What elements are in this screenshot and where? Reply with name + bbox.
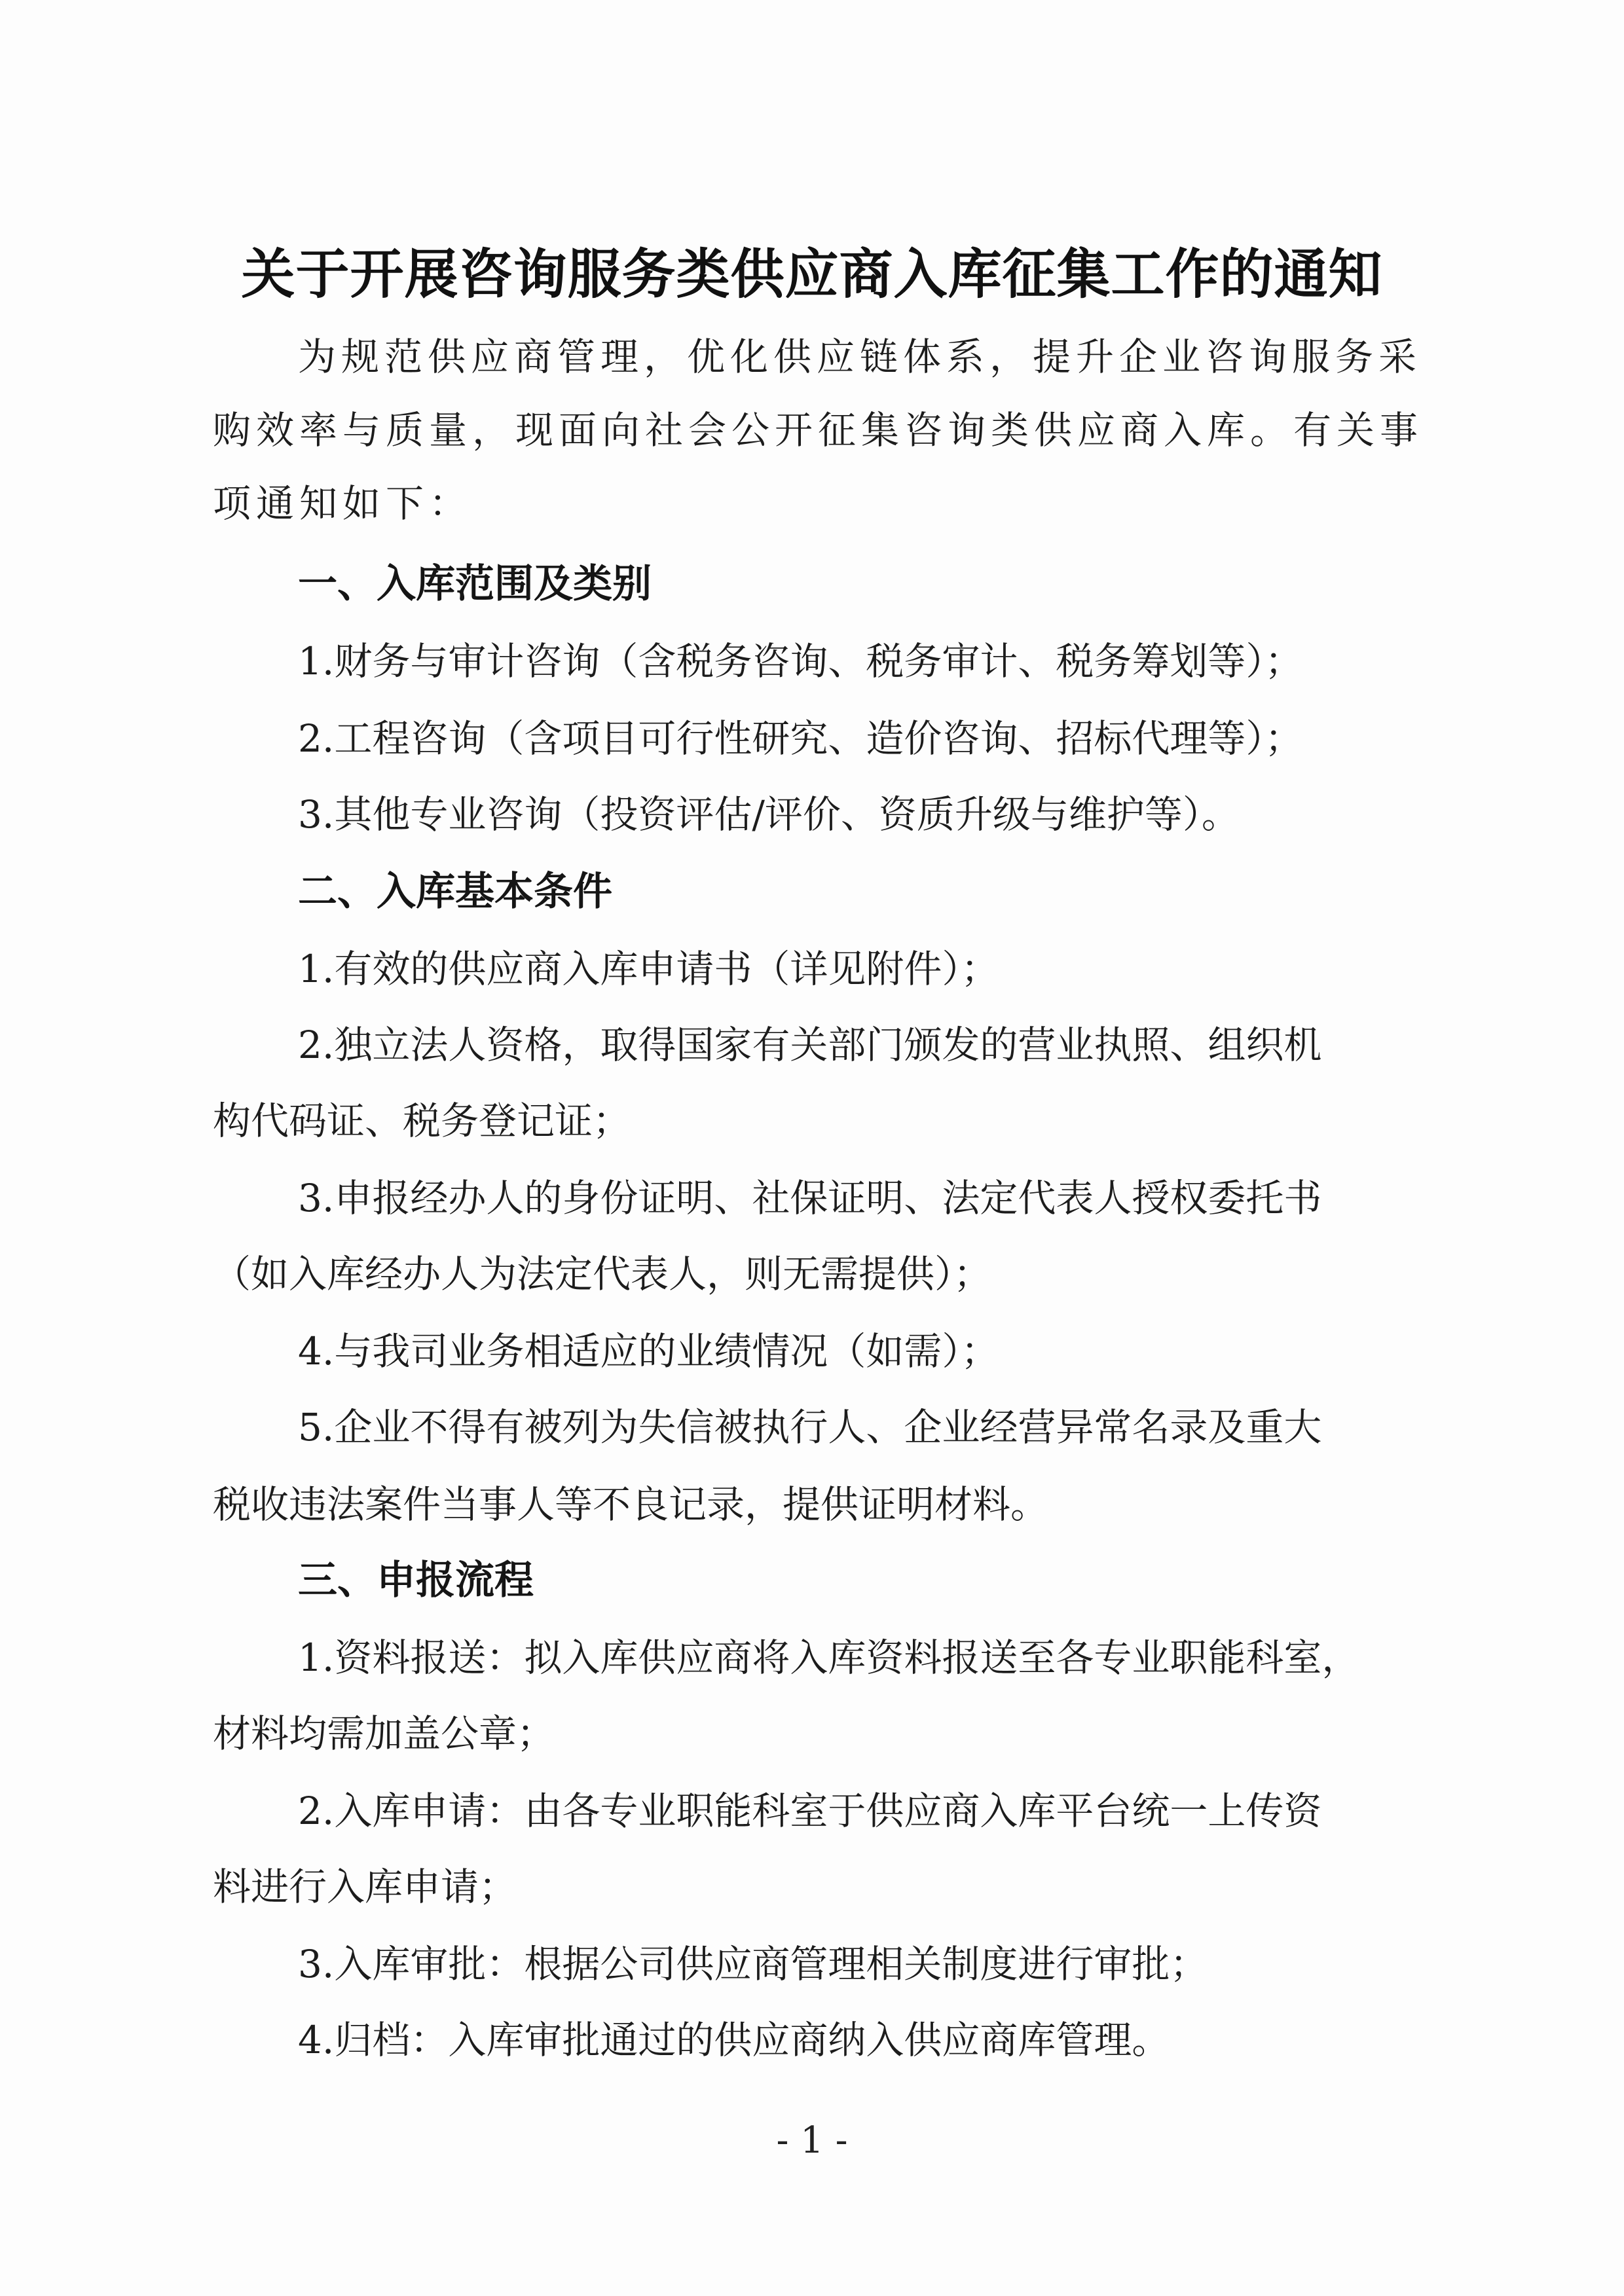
section-3-item-1-line-1: 1.资料报送：拟入库供应商将入库资料报送至各专业职能科室， [298, 1635, 1360, 1680]
section-3-heading: 三、申报流程 [298, 1558, 534, 1603]
section-1-item-2: 2.工程咨询（含项目可行性研究、造价咨询、招标代理等）； [298, 716, 1303, 761]
section-2-item-2-line-2: 构代码证、税务登记证； [213, 1099, 631, 1143]
intro-line-1: 为规范供应商管理，优化供应链体系，提升企业咨询服务采 [298, 335, 1422, 379]
section-3-item-2-line-1: 2.入库申请：由各专业职能科室于供应商入库平台统一上传资 [298, 1789, 1322, 1833]
document-title: 关于开展咨询服务类供应商入库征集工作的通知 [241, 244, 1383, 306]
section-1-heading: 一、入库范围及类别 [298, 561, 652, 607]
page-number: - 1 - [776, 2119, 848, 2162]
section-2-item-4: 4.与我司业务相适应的业绩情况（如需）； [298, 1329, 999, 1374]
section-1-item-3: 3.其他专业咨询（投资评估/评价、资质升级与维护等）。 [298, 792, 1240, 837]
section-3-item-4: 4.归档：入库审批通过的供应商纳入供应商库管理。 [298, 2018, 1170, 2062]
section-2-item-3-line-2: （如入库经办人为法定代表人，则无需提供）； [213, 1252, 992, 1296]
section-2-item-1: 1.有效的供应商入库申请书（详见附件）； [298, 947, 999, 991]
section-1-item-1: 1.财务与审计咨询（含税务咨询、税务审计、税务筹划等）； [298, 639, 1303, 683]
section-3-item-2-line-2: 料进行入库申请； [213, 1865, 517, 1909]
section-2-item-3-line-1: 3.申报经办人的身份证明、社保证明、法定代表人授权委托书 [298, 1176, 1322, 1220]
intro-line-3: 项通知如下： [213, 481, 473, 526]
intro-line-2: 购效率与质量，现面向社会公开征集咨询类供应商入库。有关事 [213, 408, 1424, 452]
section-2-item-5-line-2: 税收违法案件当事人等不良记录，提供证明材料。 [213, 1482, 1049, 1527]
section-3-item-3: 3.入库审批：根据公司供应商管理相关制度进行审批； [298, 1942, 1208, 1986]
section-2-heading: 二、入库基本条件 [298, 869, 612, 915]
section-2-item-2-line-1: 2.独立法人资格，取得国家有关部门颁发的营业执照、组织机 [298, 1023, 1322, 1067]
section-2-item-5-line-1: 5.企业不得有被列为失信被执行人、企业经营异常名录及重大 [298, 1405, 1322, 1449]
section-3-item-1-line-2: 材料均需加盖公章； [213, 1711, 555, 1756]
